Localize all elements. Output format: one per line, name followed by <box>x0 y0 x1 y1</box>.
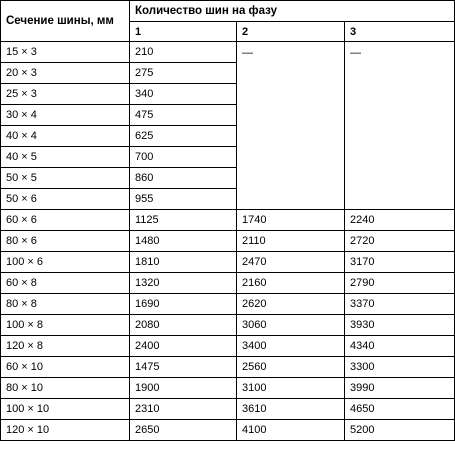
section-cell: 40 × 5 <box>1 147 130 168</box>
value-cell: 3100 <box>237 378 345 399</box>
value-cell: 1900 <box>130 378 237 399</box>
table-row <box>1 231 455 252</box>
value-cell: 1480 <box>130 231 237 252</box>
table-body <box>1 42 455 441</box>
section-cell: 20 × 3 <box>1 63 130 84</box>
value-cell: 700 <box>130 147 237 168</box>
table-row <box>1 42 455 63</box>
value-cell: 2160 <box>237 273 345 294</box>
value-cell: 2470 <box>237 252 345 273</box>
section-cell: 100 × 10 <box>1 399 130 420</box>
value-cell: 210 <box>130 42 237 63</box>
value-cell: 1690 <box>130 294 237 315</box>
table-row <box>1 294 455 315</box>
value-cell: 2400 <box>130 336 237 357</box>
section-cell: 80 × 8 <box>1 294 130 315</box>
header-row <box>1 1 455 22</box>
value-cell: 1740 <box>237 210 345 231</box>
value-cell: 3930 <box>345 315 455 336</box>
section-cell: 120 × 10 <box>1 420 130 441</box>
value-cell: 2310 <box>130 399 237 420</box>
value-cell: 2790 <box>345 273 455 294</box>
section-cell: 80 × 10 <box>1 378 130 399</box>
value-cell: 2620 <box>237 294 345 315</box>
value-cell: 5200 <box>345 420 455 441</box>
value-cell: 4100 <box>237 420 345 441</box>
section-cell: 100 × 8 <box>1 315 130 336</box>
table-row <box>1 357 455 378</box>
value-cell: 4340 <box>345 336 455 357</box>
section-cell: 50 × 6 <box>1 189 130 210</box>
value-cell: 475 <box>130 105 237 126</box>
subheader-1: 1 <box>130 22 237 42</box>
section-cell: 60 × 8 <box>1 273 130 294</box>
value-cell: 3170 <box>345 252 455 273</box>
value-cell: 1810 <box>130 252 237 273</box>
value-cell: 2080 <box>130 315 237 336</box>
table-row <box>1 252 455 273</box>
section-cell: 15 × 3 <box>1 42 130 63</box>
value-cell: 955 <box>130 189 237 210</box>
table-row <box>1 273 455 294</box>
subheader-2: 2 <box>237 22 345 42</box>
value-cell: 2650 <box>130 420 237 441</box>
section-cell: 100 × 6 <box>1 252 130 273</box>
value-cell: 625 <box>130 126 237 147</box>
value-cell: 3990 <box>345 378 455 399</box>
section-cell: 80 × 6 <box>1 231 130 252</box>
value-cell: 2720 <box>345 231 455 252</box>
value-cell: 3400 <box>237 336 345 357</box>
value-cell: 4650 <box>345 399 455 420</box>
value-cell: 2110 <box>237 231 345 252</box>
table-row <box>1 378 455 399</box>
subheader-3: 3 <box>345 22 455 42</box>
section-cell: 50 × 5 <box>1 168 130 189</box>
section-cell: 60 × 10 <box>1 357 130 378</box>
value-cell: 2240 <box>345 210 455 231</box>
value-cell: 1320 <box>130 273 237 294</box>
value-cell: 860 <box>130 168 237 189</box>
table-row <box>1 336 455 357</box>
section-cell: 25 × 3 <box>1 84 130 105</box>
dash-cell-2: — <box>237 42 345 210</box>
value-cell: 1475 <box>130 357 237 378</box>
value-cell: 3060 <box>237 315 345 336</box>
section-cell: 30 × 4 <box>1 105 130 126</box>
value-cell: 1125 <box>130 210 237 231</box>
value-cell: 2560 <box>237 357 345 378</box>
value-cell: 340 <box>130 84 237 105</box>
dash-cell-3: — <box>345 42 455 210</box>
value-cell: 3300 <box>345 357 455 378</box>
table-row <box>1 420 455 441</box>
section-cell: 40 × 4 <box>1 126 130 147</box>
section-cell: 120 × 8 <box>1 336 130 357</box>
section-cell: 60 × 6 <box>1 210 130 231</box>
table-row <box>1 399 455 420</box>
header-section: Сечение шины, мм <box>1 1 130 42</box>
value-cell: 3610 <box>237 399 345 420</box>
value-cell: 3370 <box>345 294 455 315</box>
value-cell: 275 <box>130 63 237 84</box>
table-row <box>1 210 455 231</box>
header-count: Количество шин на фазу <box>130 1 455 22</box>
table-row <box>1 315 455 336</box>
